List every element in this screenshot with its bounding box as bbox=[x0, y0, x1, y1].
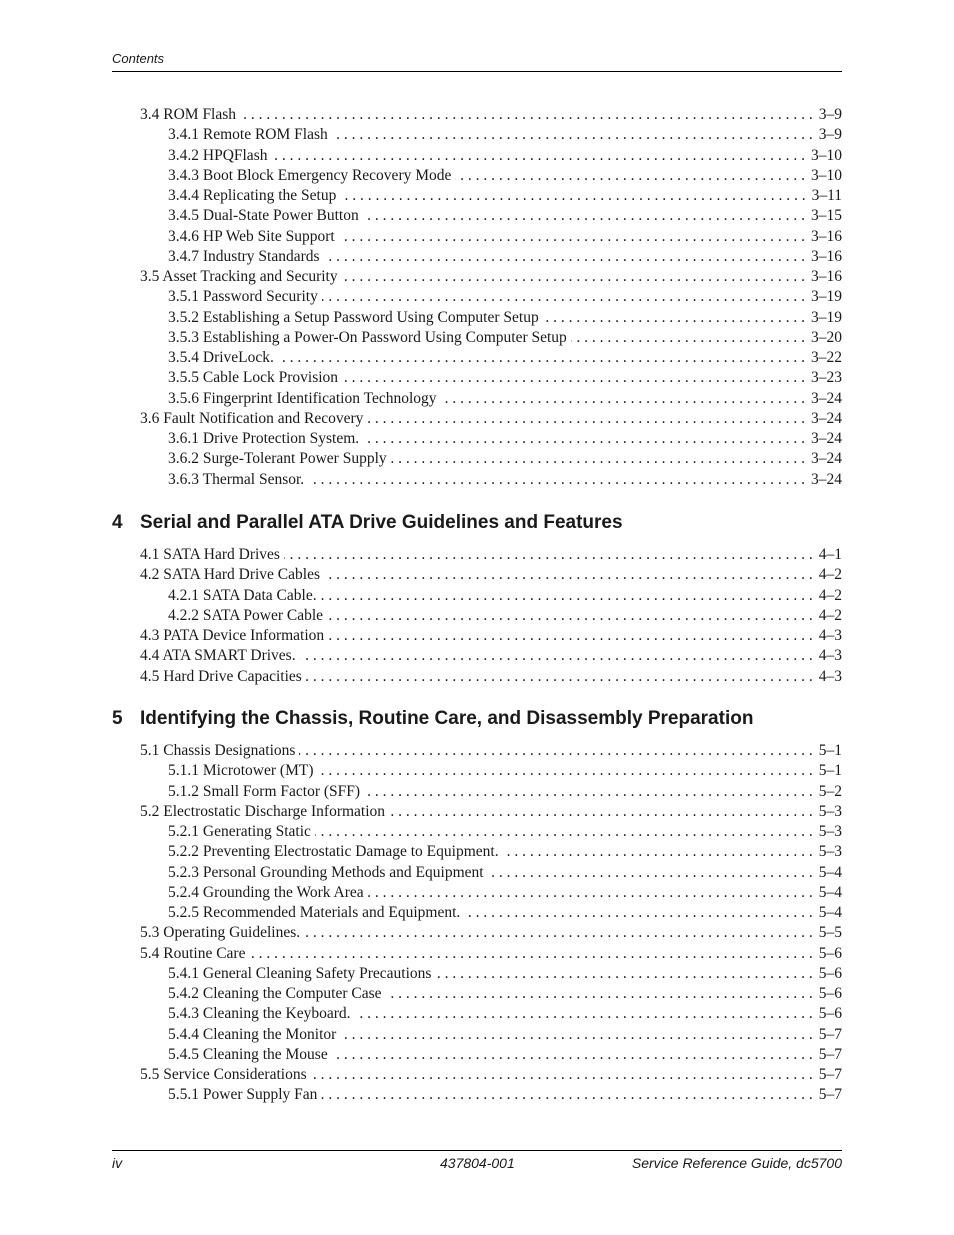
toc-entry-title: 3.6.1 Drive Protection System. bbox=[168, 430, 360, 447]
toc-entry[interactable] bbox=[140, 803, 842, 823]
toc-entry-page: 3–19 bbox=[811, 288, 842, 306]
toc-entry-page: 3–16 bbox=[811, 268, 842, 285]
toc-entry-title: 5.5.1 Power Supply Fan bbox=[168, 1086, 318, 1104]
toc-entry-page: 5–7 bbox=[818, 1045, 842, 1063]
toc-entry-title: 4.2.1 SATA Data Cable. bbox=[168, 586, 317, 604]
dot-leader bbox=[249, 945, 812, 963]
toc-entry-page: 5–3 bbox=[818, 802, 842, 820]
toc-entry[interactable] bbox=[140, 187, 842, 207]
toc-entry-title: 4.2 SATA Hard Drive Cables bbox=[140, 566, 320, 584]
toc-entry-title: 5.3 Operating Guidelines. bbox=[140, 924, 301, 942]
dot-leader bbox=[368, 884, 813, 902]
toc-entry-title: 3.4.4 Replicating the Setup bbox=[168, 187, 337, 204]
toc-entry[interactable] bbox=[140, 668, 842, 688]
toc-entry[interactable] bbox=[140, 647, 842, 667]
header-rule bbox=[112, 71, 842, 72]
dot-leader bbox=[278, 349, 805, 367]
chapter-title: Serial and Parallel ATA Drive Guidelines and Features bbox=[140, 512, 623, 533]
dot-leader bbox=[339, 228, 805, 246]
toc-entry-page: 3–24 bbox=[811, 470, 842, 488]
toc-entry-title: 5.4.2 Cleaning the Computer Case bbox=[168, 985, 382, 1002]
toc-chapter-3-sections bbox=[140, 106, 842, 491]
toc-entry[interactable] bbox=[140, 167, 842, 187]
toc-entry-page: 5–6 bbox=[818, 1005, 842, 1023]
toc-entry-title: 3.5 Asset Tracking and Security bbox=[140, 268, 338, 285]
dot-leader bbox=[324, 566, 813, 584]
toc-entry[interactable] bbox=[140, 985, 842, 1005]
dot-leader bbox=[328, 627, 813, 645]
dot-leader bbox=[304, 924, 813, 942]
toc-entry[interactable] bbox=[140, 1005, 842, 1025]
toc-entry-title: 5.2.2 Preventing Electrostatic Damage to Equipment. bbox=[168, 843, 499, 861]
toc-entry[interactable] bbox=[140, 147, 842, 167]
toc-entry-page: 3–22 bbox=[811, 349, 842, 366]
toc-entry-page: 4–1 bbox=[818, 546, 842, 563]
dot-leader bbox=[355, 1005, 813, 1023]
dot-leader bbox=[367, 410, 805, 428]
toc-entry[interactable] bbox=[140, 823, 842, 843]
toc-entry-title: 3.4.6 HP Web Site Support bbox=[168, 227, 335, 245]
toc-entry-page: 5–7 bbox=[818, 1066, 842, 1083]
toc-entry[interactable] bbox=[140, 390, 842, 410]
chapter-5-heading[interactable] bbox=[112, 708, 842, 730]
toc-entry[interactable] bbox=[140, 607, 842, 627]
toc-entry-page: 3–10 bbox=[811, 146, 842, 164]
toc-chapter-5-sections bbox=[140, 742, 842, 1107]
toc-entry[interactable] bbox=[140, 864, 842, 884]
toc-entry-title: 4.4 ATA SMART Drives. bbox=[140, 647, 296, 665]
toc-entry[interactable] bbox=[140, 207, 842, 227]
toc-entry[interactable] bbox=[140, 546, 842, 566]
toc-entry-title: 4.1 SATA Hard Drives bbox=[140, 546, 280, 563]
toc-entry[interactable] bbox=[140, 965, 842, 985]
toc-chapter-4-sections bbox=[140, 546, 842, 688]
toc-entry-page: 3–24 bbox=[811, 389, 842, 407]
toc-entry[interactable] bbox=[140, 430, 842, 450]
toc-entry-title: 5.2.4 Grounding the Work Area bbox=[168, 883, 364, 901]
toc-entry-title: 5.1.1 Microtower (MT) bbox=[168, 762, 314, 780]
toc-entry[interactable] bbox=[140, 410, 842, 430]
toc-entry-title: 5.4.1 General Cleaning Safety Precautions bbox=[168, 964, 432, 982]
toc-entry[interactable] bbox=[140, 450, 842, 470]
dot-leader bbox=[284, 546, 813, 564]
toc-entry-title: 3.4 ROM Flash bbox=[140, 106, 237, 123]
toc-entry[interactable] bbox=[140, 566, 842, 586]
dot-leader bbox=[311, 1066, 813, 1084]
toc-entry-title: 3.4.7 Industry Standards bbox=[168, 247, 320, 265]
dot-leader bbox=[363, 430, 805, 448]
toc-entry-title: 3.4.3 Boot Block Emergency Recovery Mode bbox=[168, 166, 452, 184]
toc-entry-title: 3.6 Fault Notification and Recovery bbox=[140, 409, 364, 427]
toc-entry-page: 3–24 bbox=[811, 430, 842, 447]
toc-entry-title: 3.6.2 Surge-Tolerant Power Supply bbox=[168, 450, 387, 468]
toc-entry-title: 5.4.3 Cleaning the Keyboard. bbox=[168, 1005, 351, 1023]
toc-entry[interactable] bbox=[140, 349, 842, 369]
toc-entry-page: 3–20 bbox=[811, 328, 842, 346]
dot-leader bbox=[321, 587, 813, 605]
dot-leader bbox=[299, 742, 812, 760]
toc-entry-page: 3–23 bbox=[811, 369, 842, 387]
toc-entry-page: 3–16 bbox=[811, 247, 842, 265]
toc-entry[interactable] bbox=[140, 329, 842, 349]
toc-entry-page: 4–2 bbox=[818, 606, 842, 624]
toc-entry-page: 5–3 bbox=[818, 823, 842, 840]
toc-entry[interactable] bbox=[140, 228, 842, 248]
dot-leader bbox=[441, 390, 805, 408]
toc-entry-page: 5–6 bbox=[818, 944, 842, 962]
dot-leader bbox=[271, 147, 805, 165]
toc-entry[interactable] bbox=[140, 762, 842, 782]
dot-leader bbox=[321, 1086, 812, 1104]
toc-entry-title: 5.1 Chassis Designations bbox=[140, 742, 296, 759]
toc-entry[interactable] bbox=[140, 106, 842, 126]
toc-entry-title: 5.4.5 Cleaning the Mouse bbox=[168, 1045, 328, 1063]
toc-entry-page: 5–1 bbox=[818, 762, 842, 780]
toc-entry-page: 3–19 bbox=[811, 308, 842, 326]
toc-entry[interactable] bbox=[140, 309, 842, 329]
toc-entry-title: 3.5.3 Establishing a Power-On Password Using Computer Setup bbox=[168, 328, 567, 346]
toc-entry-title: 3.5.4 DriveLock. bbox=[168, 349, 274, 366]
chapter-number: 4 bbox=[112, 512, 123, 533]
dot-leader bbox=[364, 783, 813, 801]
toc-entry-page: 3–24 bbox=[811, 450, 842, 468]
toc-entry[interactable] bbox=[140, 627, 842, 647]
toc-entry-page: 4–3 bbox=[818, 627, 842, 644]
dot-leader bbox=[543, 309, 805, 327]
toc-entry[interactable] bbox=[140, 742, 842, 762]
toc-entry-page: 4–2 bbox=[818, 566, 842, 584]
footer-page-number: iv bbox=[112, 1155, 123, 1171]
toc-entry[interactable] bbox=[140, 268, 842, 288]
toc-entry-title: 3.6.3 Thermal Sensor. bbox=[168, 470, 305, 488]
toc-entry[interactable] bbox=[140, 288, 842, 308]
toc-entry-title: 4.2.2 SATA Power Cable bbox=[168, 606, 324, 624]
toc-entry-page: 3–15 bbox=[811, 207, 842, 225]
toc-entry-page: 3–24 bbox=[811, 409, 842, 427]
toc-entry-page: 3–9 bbox=[818, 126, 842, 144]
toc-entry-title: 5.4.4 Cleaning the Monitor bbox=[168, 1025, 337, 1043]
dot-leader bbox=[363, 207, 805, 225]
dot-leader bbox=[332, 1046, 813, 1064]
toc-entry[interactable] bbox=[140, 843, 842, 863]
toc-entry[interactable] bbox=[140, 126, 842, 146]
dot-leader bbox=[308, 471, 805, 489]
toc-entry[interactable] bbox=[140, 587, 842, 607]
toc-entry-page: 5–3 bbox=[818, 843, 842, 861]
dot-leader bbox=[488, 864, 813, 882]
toc-entry[interactable] bbox=[140, 1026, 842, 1046]
toc-entry-title: 5.2.5 Recommended Materials and Equipment. bbox=[168, 904, 461, 921]
toc-entry-page: 4–2 bbox=[818, 586, 842, 604]
toc-entry-title: 3.5.5 Cable Lock Provision bbox=[168, 369, 339, 387]
dot-leader bbox=[571, 329, 805, 347]
dot-leader bbox=[386, 985, 813, 1003]
toc-entry[interactable] bbox=[140, 945, 842, 965]
dot-leader bbox=[240, 106, 813, 124]
toc-entry-title: 5.4 Routine Care bbox=[140, 944, 246, 962]
toc-entry-page: 4–3 bbox=[818, 647, 842, 665]
footer-rule bbox=[112, 1150, 842, 1151]
toc-entry-title: 5.2.3 Personal Grounding Methods and Equipment bbox=[168, 863, 484, 881]
chapter-number: 5 bbox=[112, 708, 123, 729]
toc-entry[interactable] bbox=[140, 471, 842, 491]
toc-entry[interactable] bbox=[140, 783, 842, 803]
dot-leader bbox=[318, 762, 813, 780]
toc-entry-page: 5–7 bbox=[818, 1025, 842, 1043]
toc-entry-title: 3.4.5 Dual-State Power Button bbox=[168, 207, 359, 225]
toc-entry-page: 5–6 bbox=[818, 985, 842, 1002]
toc-entry-page: 3–11 bbox=[811, 187, 842, 204]
toc-entry-page: 5–1 bbox=[818, 742, 842, 759]
toc-entry-title: 3.5.6 Fingerprint Identification Technology bbox=[168, 389, 437, 407]
toc-entry-title: 3.4.2 HPQFlash bbox=[168, 146, 268, 164]
toc-entry-page: 3–9 bbox=[818, 106, 842, 123]
dot-leader bbox=[391, 450, 805, 468]
dot-leader bbox=[300, 647, 813, 665]
toc-entry-title: 5.2 Electrostatic Discharge Information bbox=[140, 802, 386, 820]
toc-entry[interactable] bbox=[140, 884, 842, 904]
dot-leader bbox=[324, 248, 805, 266]
toc-entry-title: 5.1.2 Small Form Factor (SFF) bbox=[168, 782, 361, 800]
toc-entry[interactable] bbox=[140, 1066, 842, 1086]
footer-doc-number: 437804-001 bbox=[440, 1155, 515, 1171]
dot-leader bbox=[389, 803, 813, 821]
toc-entry-page: 5–4 bbox=[818, 883, 842, 901]
dot-leader bbox=[306, 668, 813, 686]
toc-entry-page: 5–6 bbox=[818, 964, 842, 982]
dot-leader bbox=[455, 167, 805, 185]
toc-entry-title: 5.2.1 Generating Static bbox=[168, 823, 311, 840]
dot-leader bbox=[435, 965, 812, 983]
page-footer bbox=[112, 1155, 842, 1173]
dot-leader bbox=[464, 904, 812, 922]
dot-leader bbox=[503, 843, 813, 861]
toc-entry-page: 5–2 bbox=[818, 782, 842, 800]
toc-entry[interactable] bbox=[140, 248, 842, 268]
toc-entry[interactable] bbox=[140, 369, 842, 389]
toc-entry[interactable] bbox=[140, 924, 842, 944]
toc-entry-page: 5–4 bbox=[818, 863, 842, 881]
running-header: Contents bbox=[112, 51, 165, 66]
toc-entry-page: 4–3 bbox=[818, 667, 842, 685]
dot-leader bbox=[340, 1026, 812, 1044]
dot-leader bbox=[322, 288, 805, 306]
toc-entry-title: 3.5.1 Password Security bbox=[168, 288, 318, 306]
toc-entry[interactable] bbox=[140, 904, 842, 924]
dot-leader bbox=[340, 187, 805, 205]
footer-guide-title: Service Reference Guide, dc5700 bbox=[631, 1155, 842, 1171]
toc-entry-title: 4.5 Hard Drive Capacities bbox=[140, 667, 302, 685]
dot-leader bbox=[342, 268, 805, 286]
toc-entry-page: 5–7 bbox=[818, 1086, 842, 1104]
toc-entry-title: 4.3 PATA Device Information bbox=[140, 627, 325, 644]
toc-entry-title: 3.5.2 Establishing a Setup Password Using Computer Setup bbox=[168, 308, 539, 326]
toc-entry-title: 5.5 Service Considerations bbox=[140, 1066, 307, 1083]
toc-entry-page: 3–16 bbox=[811, 227, 842, 245]
dot-leader bbox=[315, 823, 813, 841]
toc-entry-page: 3–10 bbox=[811, 166, 842, 184]
toc-entry-page: 5–4 bbox=[818, 904, 842, 921]
toc-entry-page: 5–5 bbox=[818, 924, 842, 942]
dot-leader bbox=[342, 369, 805, 387]
toc-entry-title: 3.4.1 Remote ROM Flash bbox=[168, 126, 328, 144]
dot-leader bbox=[327, 607, 813, 625]
chapter-title: Identifying the Chassis, Routine Care, and Disassembly Preparation bbox=[140, 708, 754, 729]
toc-entry[interactable] bbox=[140, 1086, 842, 1106]
dot-leader bbox=[332, 126, 813, 144]
chapter-4-heading[interactable] bbox=[112, 512, 842, 534]
toc-entry[interactable] bbox=[140, 1046, 842, 1066]
